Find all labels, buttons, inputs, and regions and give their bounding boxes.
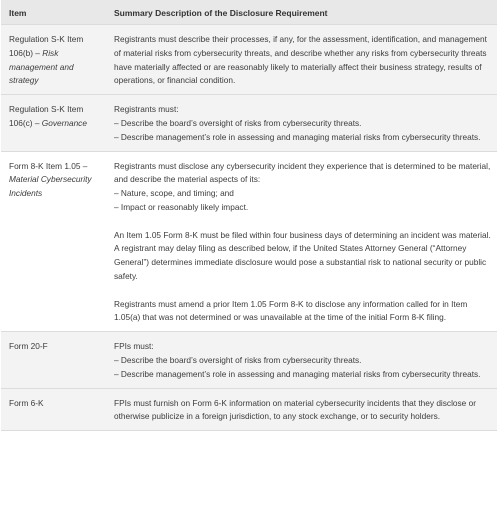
table-row: [1, 25, 497, 95]
header-description: Summary Description of the Disclosure Requirement: [106, 0, 497, 25]
table-row: [1, 332, 497, 388]
description-bullet: – Describe management’s role in assessing and managing material risks from cybersecurity threats.: [114, 131, 481, 142]
description-paragraph: Registrants must disclose any cybersecurity incident they experience that is determined to be material, and describe the material aspects of its:: [114, 160, 491, 185]
row-item-cell: [1, 388, 106, 431]
row-item-cell: [1, 151, 106, 332]
row-description-cell: [106, 151, 497, 332]
table-row: [1, 95, 497, 151]
row-description-cell: [106, 332, 497, 388]
description-paragraph: FPIs must furnish on Form 6-K information on material cybersecurity incidents that they disclose or otherwise publicize in a foreign jurisdiction, to any stock exchange, or to security holders.: [114, 397, 476, 422]
row-description-cell: [106, 95, 497, 151]
row-item-cell: [1, 95, 106, 151]
description-paragraph: Registrants must describe their processes, if any, for the assessment, identification, and management of material risks from cybersecurity threats, and describe whether any risks from cybersecurity threats have materially affected or are reasonably likely to materially affect their business strategy, results of operations, or financial condition.: [114, 34, 487, 86]
row-item-cell: [1, 25, 106, 95]
item-label-italic: Material Cybersecurity Incidents: [9, 174, 92, 199]
table-row: [1, 151, 497, 332]
table-header-row: [1, 0, 497, 25]
description-paragraph: FPIs must:: [114, 341, 154, 352]
description-bullet: – Impact or reasonably likely impact.: [114, 201, 249, 212]
item-label: Form 6-K: [9, 397, 44, 408]
item-label-italic: Governance: [41, 117, 87, 128]
description-bullet: – Nature, scope, and timing; and: [114, 188, 234, 199]
description-paragraph: Registrants must amend a prior Item 1.05 Form 8-K to disclose any information called for in Item 1.05(a) that was not determined or was unavailable at the time of the initial Form 8-K filing.: [114, 298, 468, 323]
row-description-cell: [106, 388, 497, 431]
item-label-italic: Risk management and strategy: [9, 47, 74, 86]
description-paragraph: Registrants must:: [114, 104, 179, 115]
item-label: Form 20-F: [9, 341, 48, 352]
paragraph-gap: [114, 284, 491, 298]
row-item-cell: [1, 332, 106, 388]
description-paragraph: An Item 1.05 Form 8-K must be filed within four business days of determining an incident was material. A registrant may delay filing as described below, if the United States Attorney General (“Attorney General”) determines immediate disclosure would pose a substantial risk to national security or public safety.: [114, 229, 491, 281]
disclosure-table-container: [1, 0, 497, 431]
item-label: Form 8-K Item 1.05 –: [9, 160, 88, 171]
item-label: Regulation S-K Item 106(b) –: [9, 34, 84, 58]
disclosure-requirements-table: [1, 0, 497, 431]
row-description-cell: [106, 25, 497, 95]
table-row: [1, 388, 497, 431]
description-bullet: – Describe management’s role in assessing and managing material risks from cybersecurity threats.: [114, 368, 481, 379]
header-item: Item: [1, 0, 106, 25]
item-label: Regulation S-K Item 106(c) –: [9, 104, 84, 128]
description-bullet: – Describe the board’s oversight of risks from cybersecurity threats.: [114, 354, 362, 365]
paragraph-gap: [114, 215, 491, 229]
description-bullet: – Describe the board’s oversight of risks from cybersecurity threats.: [114, 117, 362, 128]
